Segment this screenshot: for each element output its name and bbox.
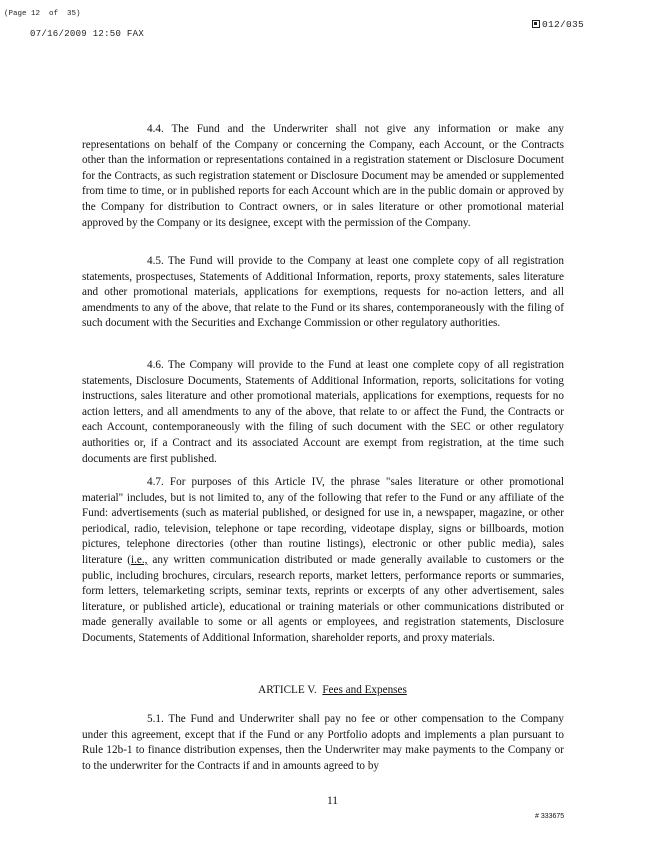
fax-page-stamp-text: 012/035	[542, 19, 585, 30]
document-id: # 333675	[535, 813, 565, 820]
section-number: 5.1.	[147, 713, 164, 725]
section-4-4	[82, 122, 564, 231]
article-label: ARTICLE V.	[258, 684, 317, 696]
page-number: 11	[326, 795, 339, 807]
section-4-7	[82, 475, 564, 647]
section-number: 4.6.	[147, 359, 164, 371]
article-title: Fees and Expenses	[322, 684, 407, 696]
section-text-part-2: any written communication distributed or made generally available to customers or the public, including brochures, circulars, research reports, market letters, performance reports or summaries, form letters, telemarketing scripts, seminar texts, reprints or excerpts of any other advertisement, sales literature, or published article), educational or training materials or other communications distributed or made generally available to some or all agents or employees, and registration statements, Disclosure Documents, Statements of Additional Information, shareholder reports, and proxy materials.	[82, 553, 564, 644]
section-number: 4.7.	[147, 476, 164, 488]
section-5-1	[82, 712, 564, 774]
section-text-part-1: For purposes of this Article IV, the phrase "sales literature or other promotional material" includes, but is not limited to, any of the following that refer to the Fund or any affiliate of the Fund: advertisements (such as material published, or designed for use in, a newspaper, magazine, or other periodical, radio, television, telephone or tape recording, videotape display, signs or billboards, motion pictures, telephone directories (other than routine listings), electronic or other public media), sales literature (	[82, 476, 565, 566]
fax-page-stamp	[532, 19, 584, 30]
article-heading	[0, 684, 665, 696]
section-number: 4.4.	[147, 123, 164, 135]
section-4-6	[82, 358, 564, 467]
section-text-underlined: i.e.,	[131, 553, 148, 566]
section-text: The Fund will provide to the Company at least one complete copy of all registration statements, prospectuses, Statements of Additional Information, reports, proxy statements, sales literature and other promotional materials, applications for exemptions, requests for no-action letters, and all amendments to any of the above, that relate to the Fund or its shares, contemporaneously with the filing of such document with the Securities and Exchange Commission or other regulatory authorities.	[82, 255, 564, 330]
section-text: The Company will provide to the Fund at least one complete copy of all registration statements, Disclosure Documents, Statements of Additional Information, reports, solicitations for voting instructions, sales literature and other promotional materials, applications for exemptions, requests for no action letters, and all amendments to any of the above, that relate to or affect the Fund, the Contracts or each Account, contemporaneously with the filing of such document with the SEC or other regulatory authorities or, if a Contract and its associated Account are exempt from registration, at the time such documents are first published.	[82, 359, 564, 465]
fax-datetime: 07/16/2009 12:50 FAX	[30, 29, 145, 39]
section-text: The Fund and the Underwriter shall not give any information or make any representations on behalf of the Company or concerning the Company, each Account, or the Contracts other than the information or representations contained in a registration statement or Disclosure Document for the Contracts, as such registration statement or Disclosure Document may be amended or supplemented from time to time, or in published reports for each Account which are in the public domain or approved by the Company for distribution to Contract owners, or in sales literature or other promotional material approved by the Company or its designee, except with the permission of the Company.	[82, 123, 564, 229]
fax-page-count: (Page 12 of 35)	[4, 10, 81, 18]
section-number: 4.5.	[147, 255, 164, 267]
section-text: The Fund and Underwriter shall pay no fee or other compensation to the Company under this agreement, except that if the Fund or any Portfolio adopts and implements a plan pursuant to Rule 12b-1 to finance distribution expenses, then the Underwriter may make payments to the Company or to the underwriter for the Contracts if and in amounts agreed to by	[82, 713, 564, 772]
section-4-5	[82, 254, 564, 332]
fax-icon	[532, 20, 540, 28]
